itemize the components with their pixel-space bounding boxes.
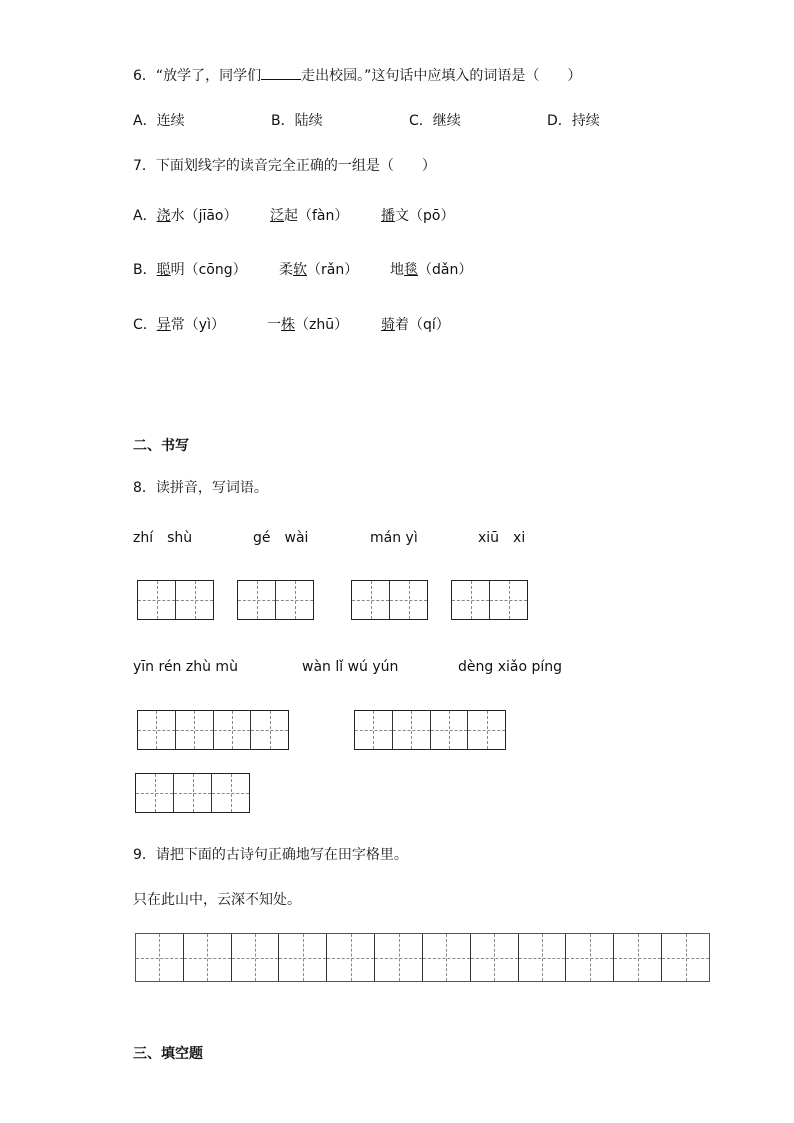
grid-cell[interactable]	[393, 711, 431, 749]
q8-grid-2[interactable]	[237, 580, 314, 620]
q7-option-b-item3	[390, 261, 472, 279]
q8-pinyin-7: dèng xiǎo píng	[458, 659, 563, 675]
q7-option-c-item3	[381, 316, 450, 334]
grid-cell[interactable]	[232, 934, 280, 981]
q6-stem-suffix: 走出校园。”这句话中应填入的词语是（ ）	[301, 68, 582, 84]
q6-blank[interactable]	[261, 67, 301, 80]
grid-cell[interactable]	[471, 934, 519, 981]
q7-c2-pre: 一	[267, 317, 281, 333]
q6-option-d[interactable]: D．持续	[547, 113, 600, 129]
grid-cell[interactable]	[136, 774, 174, 812]
grid-cell[interactable]	[279, 934, 327, 981]
grid-cell[interactable]	[174, 774, 212, 812]
q7-b2-underlined: 软	[293, 262, 307, 278]
q8-grid-7[interactable]	[135, 773, 250, 813]
q7-b3-rest: （dǎn）	[418, 262, 473, 278]
q7-c2-rest: （zhū）	[295, 317, 349, 333]
q7-a1-underlined: 浇	[156, 208, 171, 224]
q7-option-c[interactable]	[133, 316, 225, 334]
q6-option-b[interactable]: B．陆续	[271, 113, 323, 129]
q7-option-a-item3	[381, 207, 454, 225]
q8-grid-3[interactable]	[351, 580, 428, 620]
grid-cell[interactable]	[176, 711, 214, 749]
q8-grid-6[interactable]	[354, 710, 506, 750]
q7-b2-pre: 柔	[279, 262, 293, 278]
grid-cell[interactable]	[431, 711, 469, 749]
grid-cell[interactable]	[490, 581, 527, 619]
grid-cell[interactable]	[138, 711, 176, 749]
q7-b1-rest: 明（cōng）	[170, 262, 247, 278]
grid-cell[interactable]	[327, 934, 375, 981]
grid-cell[interactable]	[614, 934, 662, 981]
q8-pinyin-4: xiū xi	[478, 530, 526, 546]
q7-stem: 7．下面划线字的读音完全正确的一组是（ ）	[133, 158, 436, 174]
q7-b1-underlined: 聪	[156, 262, 171, 278]
q8-pinyin-2: gé wài	[253, 530, 309, 546]
q8-pinyin-6: wàn lǐ wú yún	[302, 659, 399, 675]
q7-a2-underlined: 泛	[270, 208, 284, 224]
grid-cell[interactable]	[352, 581, 390, 619]
grid-cell[interactable]	[519, 934, 567, 981]
grid-cell[interactable]	[136, 934, 184, 981]
section-heading-writing: 二、书写	[133, 438, 189, 454]
section-heading-fill-in: 三、填空题	[133, 1046, 203, 1062]
grid-cell[interactable]	[566, 934, 614, 981]
q7-a3-rest: 文（pō）	[395, 208, 455, 224]
q7-option-b-item2	[279, 261, 358, 279]
grid-cell[interactable]	[251, 711, 288, 749]
q7-c1-rest: 常（yì）	[170, 317, 225, 333]
q7-a-label: A．	[133, 208, 157, 224]
q8-pinyin-3: mán yì	[370, 530, 418, 546]
q7-b-label: B．	[133, 262, 157, 278]
grid-cell[interactable]	[468, 711, 505, 749]
q8-pinyin-5: yīn rén zhù mù	[133, 659, 238, 675]
q7-c3-rest: 着（qí）	[395, 317, 450, 333]
grid-cell[interactable]	[375, 934, 423, 981]
q8-stem: 8．读拼音，写词语。	[133, 480, 268, 496]
grid-cell[interactable]	[276, 581, 313, 619]
grid-cell[interactable]	[138, 581, 176, 619]
grid-cell[interactable]	[212, 774, 249, 812]
q6-stem	[133, 67, 581, 85]
q6-stem-prefix: 6．“放学了，同学们	[133, 68, 262, 84]
grid-cell[interactable]	[355, 711, 393, 749]
q7-c-label: C．	[133, 317, 157, 333]
q7-c2-underlined: 株	[281, 317, 295, 333]
q9-stem: 9．请把下面的古诗句正确地写在田字格里。	[133, 847, 408, 863]
q7-a2-rest: 起（fàn）	[284, 208, 349, 224]
grid-cell[interactable]	[176, 581, 213, 619]
q8-pinyin-1: zhí shù	[133, 530, 193, 546]
q7-option-b[interactable]	[133, 261, 247, 279]
q7-b2-rest: （rǎn）	[307, 262, 359, 278]
q8-grid-5[interactable]	[137, 710, 289, 750]
grid-cell[interactable]	[390, 581, 427, 619]
grid-cell[interactable]	[423, 934, 471, 981]
q7-a1-rest: 水（jīāo）	[170, 208, 238, 224]
q7-c3-underlined: 骑	[381, 317, 395, 333]
grid-cell[interactable]	[214, 711, 252, 749]
q7-option-a-item2	[270, 207, 348, 225]
q9-writing-grid[interactable]	[135, 933, 710, 982]
q7-b3-underlined: 毯	[404, 262, 418, 278]
grid-cell[interactable]	[452, 581, 490, 619]
q7-c1-underlined: 异	[156, 317, 171, 333]
grid-cell[interactable]	[662, 934, 709, 981]
q8-grid-4[interactable]	[451, 580, 528, 620]
q7-a3-underlined: 播	[381, 208, 395, 224]
q7-option-c-item2	[267, 316, 348, 334]
q8-grid-1[interactable]	[137, 580, 214, 620]
grid-cell[interactable]	[238, 581, 276, 619]
q6-option-c[interactable]: C．继续	[409, 113, 461, 129]
q9-poem-line: 只在此山中，云深不知处。	[133, 892, 301, 908]
grid-cell[interactable]	[184, 934, 232, 981]
q6-option-a[interactable]: A．连续	[133, 113, 185, 129]
q7-b3-pre: 地	[390, 262, 404, 278]
q7-option-a[interactable]	[133, 207, 238, 225]
